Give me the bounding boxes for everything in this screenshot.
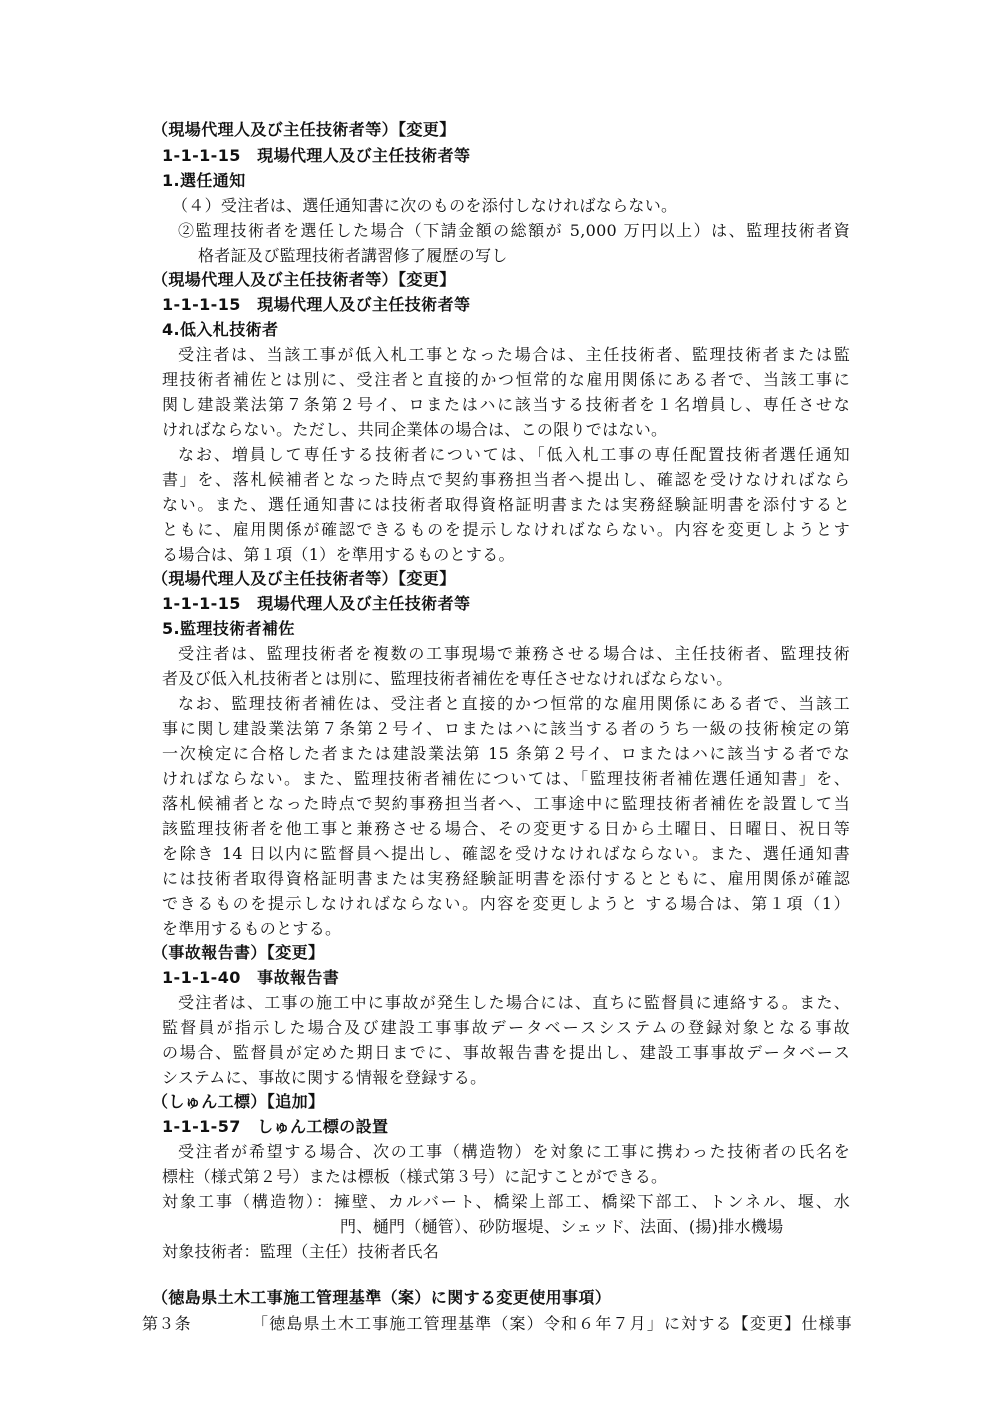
- body-line: を除き 14 日以内に監督員へ提出し、確認を受けなければならない。また、選任通知書: [162, 844, 850, 863]
- body-line: 者及び低入札技術者とは別に、監理技術者補佐を専任させなければならない。: [162, 669, 733, 688]
- body-line: 格者証及び監理技術者講習修了履歴の写し: [198, 246, 508, 265]
- body-line: 対象工事（構造物）：擁壁、カルバート、橋梁上部工、橋梁下部工、トンネル、堰、水: [162, 1192, 850, 1211]
- article-text: 「徳島県土木工事施工管理基準（案）令和６年７月」に対する【変更】仕様事: [252, 1314, 852, 1333]
- section-category: （現場代理人及び主任技術者等）【変更】: [152, 270, 456, 289]
- item-heading: 5.監理技術者補佐: [162, 619, 295, 638]
- clause-heading: 1-1-1-15 現場代理人及び主任技術者等: [162, 594, 471, 613]
- body-line: 該監理技術者を他工事と兼務させる場合、その変更する日から土曜日、日曜日、祝日等: [162, 819, 850, 838]
- body-line: を準用するものとする。: [162, 919, 342, 938]
- body-line: システムに、事故に関する情報を登録する。: [162, 1068, 487, 1087]
- section-category: （事故報告書）【変更】: [152, 943, 325, 962]
- body-line: る場合は、第１項（1）を準用するものとする。: [162, 545, 515, 564]
- body-line: 関し建設業法第７条第２号イ、ロまたはハに該当する技術者を１名増員し、専任させな: [162, 395, 850, 414]
- body-line: 受注者は、監理技術者を複数の工事現場で兼務させる場合は、主任技術者、監理技術: [178, 644, 850, 663]
- footer-heading: （徳島県土木工事施工管理基準（案）に関する変更使用事項）: [152, 1288, 612, 1307]
- body-line: 監督員が指示した場合及び建設工事事故データベースシステムの登録対象となる事故: [162, 1018, 850, 1037]
- body-line: 門、樋門（樋管）、砂防堰堤、シェッド、法面、(揚)排水機場: [340, 1217, 784, 1236]
- body-line: できるものを提示しなければならない。内容を変更しようと する場合は、第１項（1）: [162, 894, 850, 913]
- body-line: 落札候補者となった時点で契約事務担当者へ、工事途中に監理技術者補佐を設置して当: [162, 794, 850, 813]
- body-line: （４）受注者は、選任通知書に次のものを添付しなければならない。: [172, 196, 678, 215]
- body-line: ともに、雇用関係が確認できるものを提示しなければならない。内容を変更しようとす: [162, 520, 850, 539]
- body-line: の場合、監督員が定めた期日までに、事故報告書を提出し、建設工事事故データベース: [162, 1043, 850, 1062]
- clause-heading: 1-1-1-57 しゅん工標の設置: [162, 1117, 389, 1136]
- body-line: なお、増員して専任する技術者については、「低入札工事の専任配置技術者選任通知: [178, 445, 850, 464]
- body-line: ければならない。また、監理技術者補佐については、「監理技術者補佐選任通知書」を、: [162, 769, 850, 788]
- clause-heading: 1-1-1-15 現場代理人及び主任技術者等: [162, 295, 471, 314]
- body-line: ければならない。ただし、共同企業体の場合は、この限りではない。: [162, 420, 668, 439]
- body-line: なお、監理技術者補佐は、受注者と直接的かつ恒常的な雇用関係にある者で、当該工: [178, 694, 850, 713]
- clause-heading: 1-1-1-40 事故報告書: [162, 968, 340, 987]
- article-label: 第３条: [142, 1314, 191, 1333]
- body-line: 対象技術者：監理（主任）技術者氏名: [162, 1242, 440, 1261]
- item-heading: 1.選任通知: [162, 171, 246, 190]
- body-line: 事に関し建設業法第７条第２号イ、ロまたはハに該当する者のうち一級の技術検定の第: [162, 719, 850, 738]
- body-line: ②監理技術者を選任した場合（下請金額の総額が 5,000 万円以上）は、監理技術者資: [178, 221, 850, 240]
- body-line: 受注者が希望する場合、次の工事（構造物）を対象に工事に携わった技術者の氏名を: [178, 1142, 850, 1161]
- body-line: 標柱（様式第２号）または標板（様式第３号）に記すことができる。: [162, 1167, 668, 1186]
- body-line: 理技術者補佐とは別に、受注者と直接的かつ恒常的な雇用関係にある者で、当該工事に: [162, 370, 850, 389]
- body-line: 受注者は、当該工事が低入札工事となった場合は、主任技術者、監理技術者または監: [178, 345, 850, 364]
- body-line: 書」を、落札候補者となった時点で契約事務担当者へ提出し、確認を受けなければなら: [162, 470, 850, 489]
- item-heading: 4.低入札技術者: [162, 320, 279, 339]
- clause-heading: 1-1-1-15 現場代理人及び主任技術者等: [162, 146, 471, 165]
- body-line: 受注者は、工事の施工中に事故が発生した場合には、直ちに監督員に連絡する。また、: [178, 993, 850, 1012]
- body-line: ない。また、選任通知書には技術者取得資格証明書または実務経験証明書を添付すると: [162, 495, 850, 514]
- section-category: （現場代理人及び主任技術者等）【変更】: [152, 120, 456, 139]
- body-line: 一次検定に合格した者または建設業法第 15 条第２号イ、ロまたはハに該当する者でな: [162, 744, 850, 763]
- section-category: （しゅん工標）【追加】: [152, 1092, 325, 1111]
- body-line: には技術者取得資格証明書または実務経験証明書を添付するとともに、雇用関係が確認: [162, 869, 850, 888]
- section-category: （現場代理人及び主任技術者等）【変更】: [152, 569, 456, 588]
